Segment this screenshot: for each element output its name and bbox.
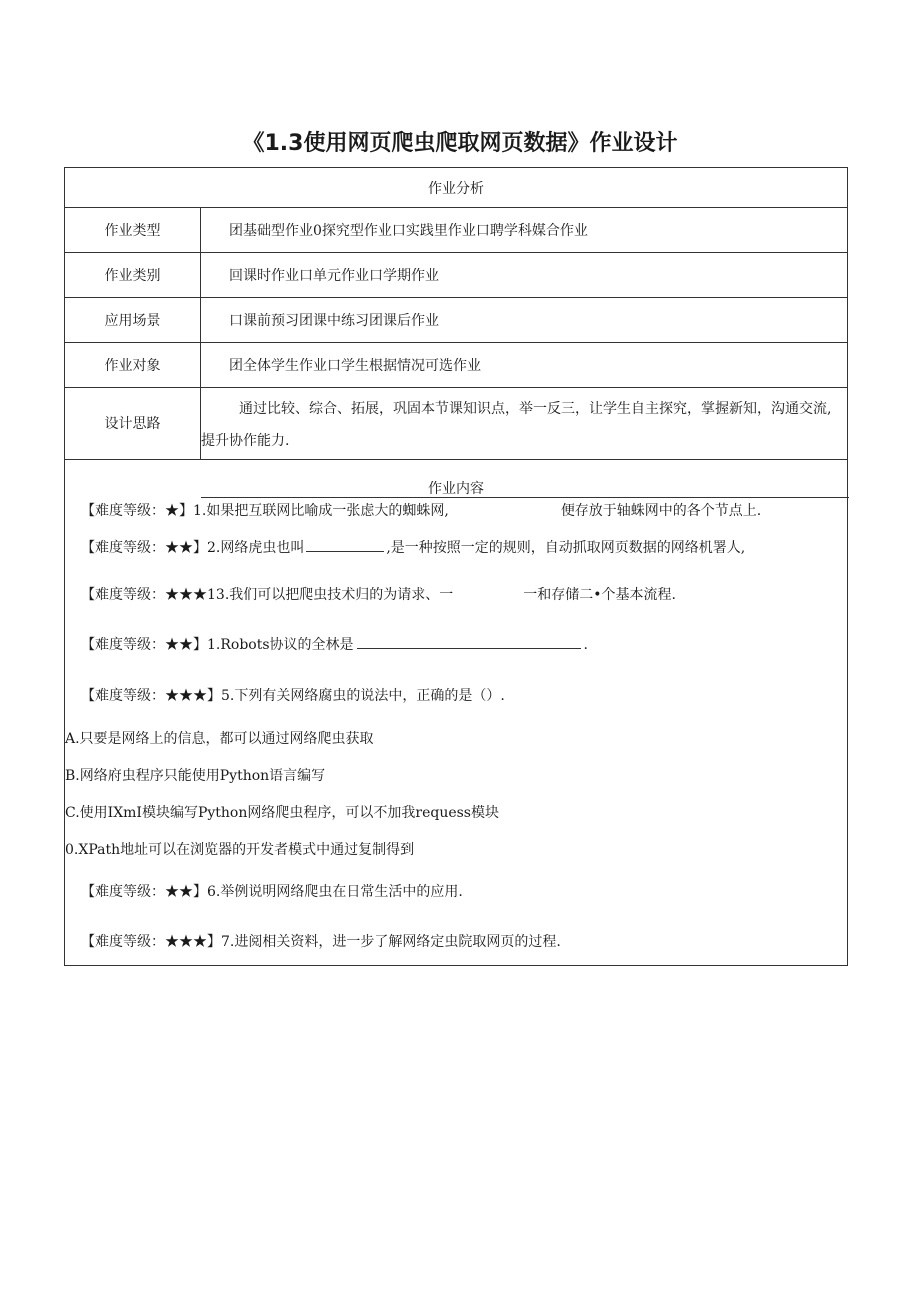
difficulty-label: 【难度等级： — [81, 503, 165, 519]
difficulty-stars: ★★ — [165, 637, 193, 653]
question-1 — [81, 500, 761, 520]
label-homework-type: 作业类型 — [104, 223, 161, 239]
difficulty-stars: ★★★ — [165, 587, 207, 603]
answer-blank[interactable] — [306, 539, 384, 552]
label-target: 作业对象 — [104, 358, 161, 374]
question-tail: . — [583, 637, 588, 653]
option-b: B.网络府虫程序只能使用Python语言编写 — [65, 768, 326, 784]
question-text: 】6.举例说明网络爬虫在日常生活中的应用. — [193, 884, 463, 900]
label-homework-category: 作业类别 — [104, 268, 161, 284]
label-scenario: 应用场景 — [104, 313, 161, 329]
analysis-heading: 作业分析 — [428, 181, 484, 197]
question-text: 】2.网络虎虫也叫 — [193, 540, 305, 556]
row-divider — [65, 207, 847, 208]
row-divider — [65, 252, 847, 253]
value-design-idea: 通过比较、综合、拓展，巩固本节课知识点，举一反三，让学生自主探究，掌握新知，沟通交流,提升协作能力. — [201, 401, 832, 449]
question-tail: ,是一种按照一定的规则，自动抓取网页数据的网络机署人, — [386, 540, 746, 556]
difficulty-label: 【难度等级： — [81, 587, 165, 603]
assignment-table — [64, 167, 848, 966]
difficulty-label: 【难度等级： — [81, 934, 165, 950]
difficulty-label: 【难度等级： — [81, 540, 165, 556]
question-3 — [81, 584, 676, 604]
row-divider — [65, 342, 847, 343]
value-target: 团全体学生作业口学生根据情况可选作业 — [229, 358, 481, 374]
row-divider — [65, 387, 847, 388]
row-divider — [65, 459, 847, 460]
option-d: 0.XPath地址可以在浏览器的开发者模式中通过复制得到 — [65, 842, 415, 858]
question-text: 】7.进阅相关资料，进一步了解网络定虫院取网页的过程. — [207, 934, 561, 950]
option-a: A.只要是网络上的信息，都可以通过网络爬虫获取 — [65, 731, 374, 747]
question-2 — [81, 537, 745, 557]
difficulty-stars: ★★ — [165, 884, 193, 900]
content-heading: 作业内容 — [428, 481, 484, 497]
question-4 — [81, 634, 588, 654]
row-divider — [65, 297, 847, 298]
value-scenario: 口课前预习团课中练习团课后作业 — [229, 313, 439, 329]
question-text: 】5.下列有关网络腐虫的说法中，正确的是（）. — [207, 688, 505, 704]
question-text: 】1.如果把互联网比喻成一张虑大的蜘蛛网, — [179, 503, 449, 519]
question-6 — [81, 881, 463, 901]
option-c: C.使用IXmI模块编写Python网络爬虫程序，可以不加我requess模块 — [65, 805, 499, 821]
page-title: 《1.3使用网页爬虫爬取网页数据》作业设计 — [242, 131, 678, 156]
difficulty-label: 【难度等级： — [81, 637, 165, 653]
difficulty-label: 【难度等级： — [81, 688, 165, 704]
difficulty-stars: ★★ — [165, 540, 193, 556]
value-homework-category: 回课时作业口单元作业口学期作业 — [229, 268, 439, 284]
difficulty-label: 【难度等级： — [81, 884, 165, 900]
difficulty-stars: ★ — [165, 503, 179, 519]
question-tail: 便存放于轴蛛网中的各个节点上. — [560, 503, 762, 519]
question-5 — [81, 685, 505, 705]
difficulty-stars: ★★★ — [165, 934, 207, 950]
answer-blank[interactable] — [357, 636, 581, 649]
question-7 — [81, 931, 561, 951]
difficulty-stars: ★★★ — [165, 688, 207, 704]
label-design-idea: 设计思路 — [104, 416, 161, 432]
value-homework-type: 团基础型作业0探究型作业口实践里作业口聘学科媒合作业 — [229, 223, 588, 239]
question-tail: 一和存储二•个基本流程. — [523, 587, 676, 603]
question-text: 13.我们可以把爬虫技术归的为请求、一 — [207, 587, 454, 603]
question-text: 】1.Robots协议的全林是 — [193, 637, 354, 653]
